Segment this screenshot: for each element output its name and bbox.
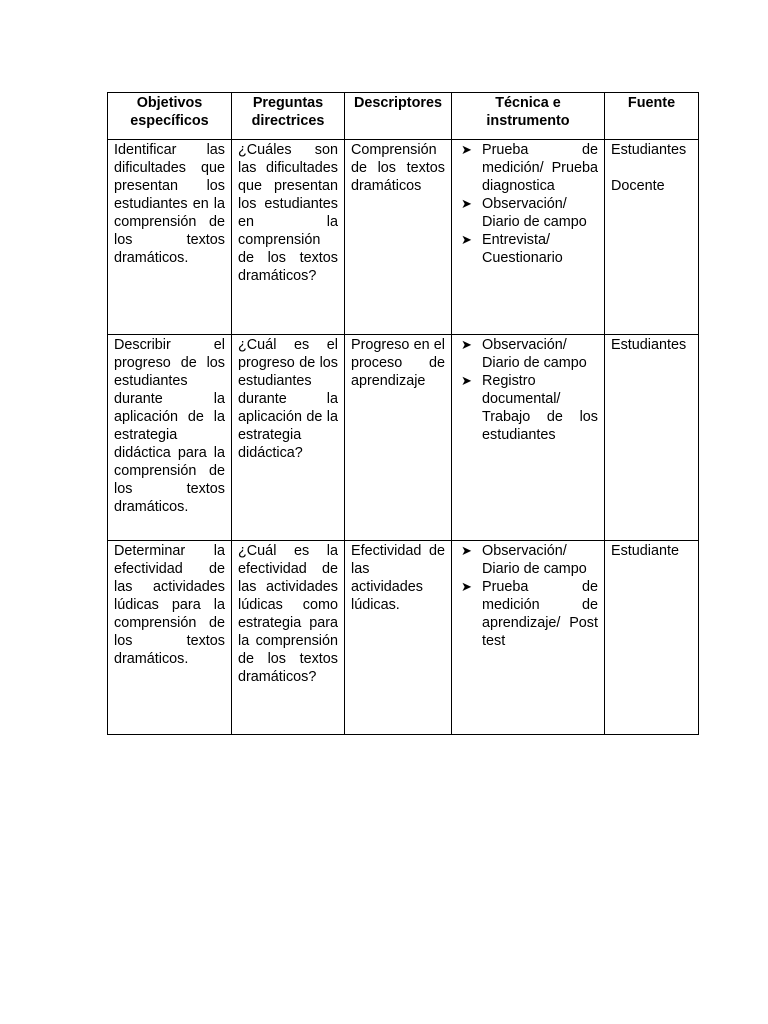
objetivo-cell: Determinar la efectividad de las actividades lúdicas para la comprensión de los textos dramáticos. [108,541,232,735]
tecnica-text: Observación/ Diario de campo [482,543,587,577]
tecnica-text: Registro documental/ Trabajo de los estudiantes [482,373,598,443]
fuente-cell [605,335,699,541]
tecnica-list [458,542,598,650]
tecnica-text: Observación/ Diario de campo [482,337,587,371]
tecnica-list [458,336,598,444]
objetivo-cell: Describir el progreso de los estudiantes durante la aplicación de la estrategia didáctica para la comprensión de los textos dramáticos. [108,335,232,541]
table-row [108,541,699,735]
tecnica-cell [452,140,605,335]
fuente-text: Estudiantes [611,337,687,353]
fuente-text: Estudiantes [611,142,687,158]
pregunta-cell: ¿Cuál es la efectividad de las actividades lúdicas como estrategia para la comprensión de los textos dramáticos? [232,541,345,735]
list-item [458,336,598,372]
arrow-bullet-icon: ➤ [461,337,472,352]
fuente-cell [605,541,699,735]
header-fuente: Fuente [605,93,699,140]
list-item [458,141,598,195]
tecnica-cell [452,335,605,541]
fuente-text: Docente [611,178,665,194]
descriptor-cell: Progreso en el proceso de aprendizaje [345,335,452,541]
table-header-row [108,93,699,140]
tecnica-text: Prueba de medición/ Prueba diagnostica [482,142,598,194]
header-tecnica: Técnica e instrumento [452,93,605,140]
pregunta-cell: ¿Cuál es el progreso de los estudiantes durante la aplicación de la estrategia didáctica? [232,335,345,541]
table-row [108,140,699,335]
list-item [458,542,598,578]
arrow-bullet-icon: ➤ [461,579,472,594]
arrow-bullet-icon: ➤ [461,373,472,388]
fuente-cell [605,140,699,335]
objetivo-cell: Identificar las dificultades que presentan los estudiantes en la comprensión de los textos dramáticos. [108,140,232,335]
tecnica-text: Prueba de medición de aprendizaje/ Post test [482,579,598,649]
list-item [458,231,598,267]
descriptor-cell: Comprensión de los textos dramáticos [345,140,452,335]
arrow-bullet-icon: ➤ [461,196,472,211]
list-item [458,372,598,444]
arrow-bullet-icon: ➤ [461,232,472,247]
arrow-bullet-icon: ➤ [461,142,472,157]
descriptor-cell: Efectividad de las actividades lúdicas. [345,541,452,735]
header-descriptores: Descriptores [345,93,452,140]
fuente-text: Estudiante [611,543,680,559]
tecnica-list [458,141,598,267]
tecnica-text: Observación/ Diario de campo [482,196,587,230]
pregunta-cell: ¿Cuáles son las dificultades que presentan los estudiantes en la comprensión de los textos dramáticos? [232,140,345,335]
tecnica-cell [452,541,605,735]
arrow-bullet-icon: ➤ [461,543,472,558]
list-item [458,195,598,231]
tecnica-text: Entrevista/ Cuestionario [482,232,563,266]
header-preguntas: Preguntas directrices [232,93,345,140]
list-item [458,578,598,650]
methodology-table [107,92,699,735]
header-objetivos: Objetivos específicos [108,93,232,140]
table-row [108,335,699,541]
